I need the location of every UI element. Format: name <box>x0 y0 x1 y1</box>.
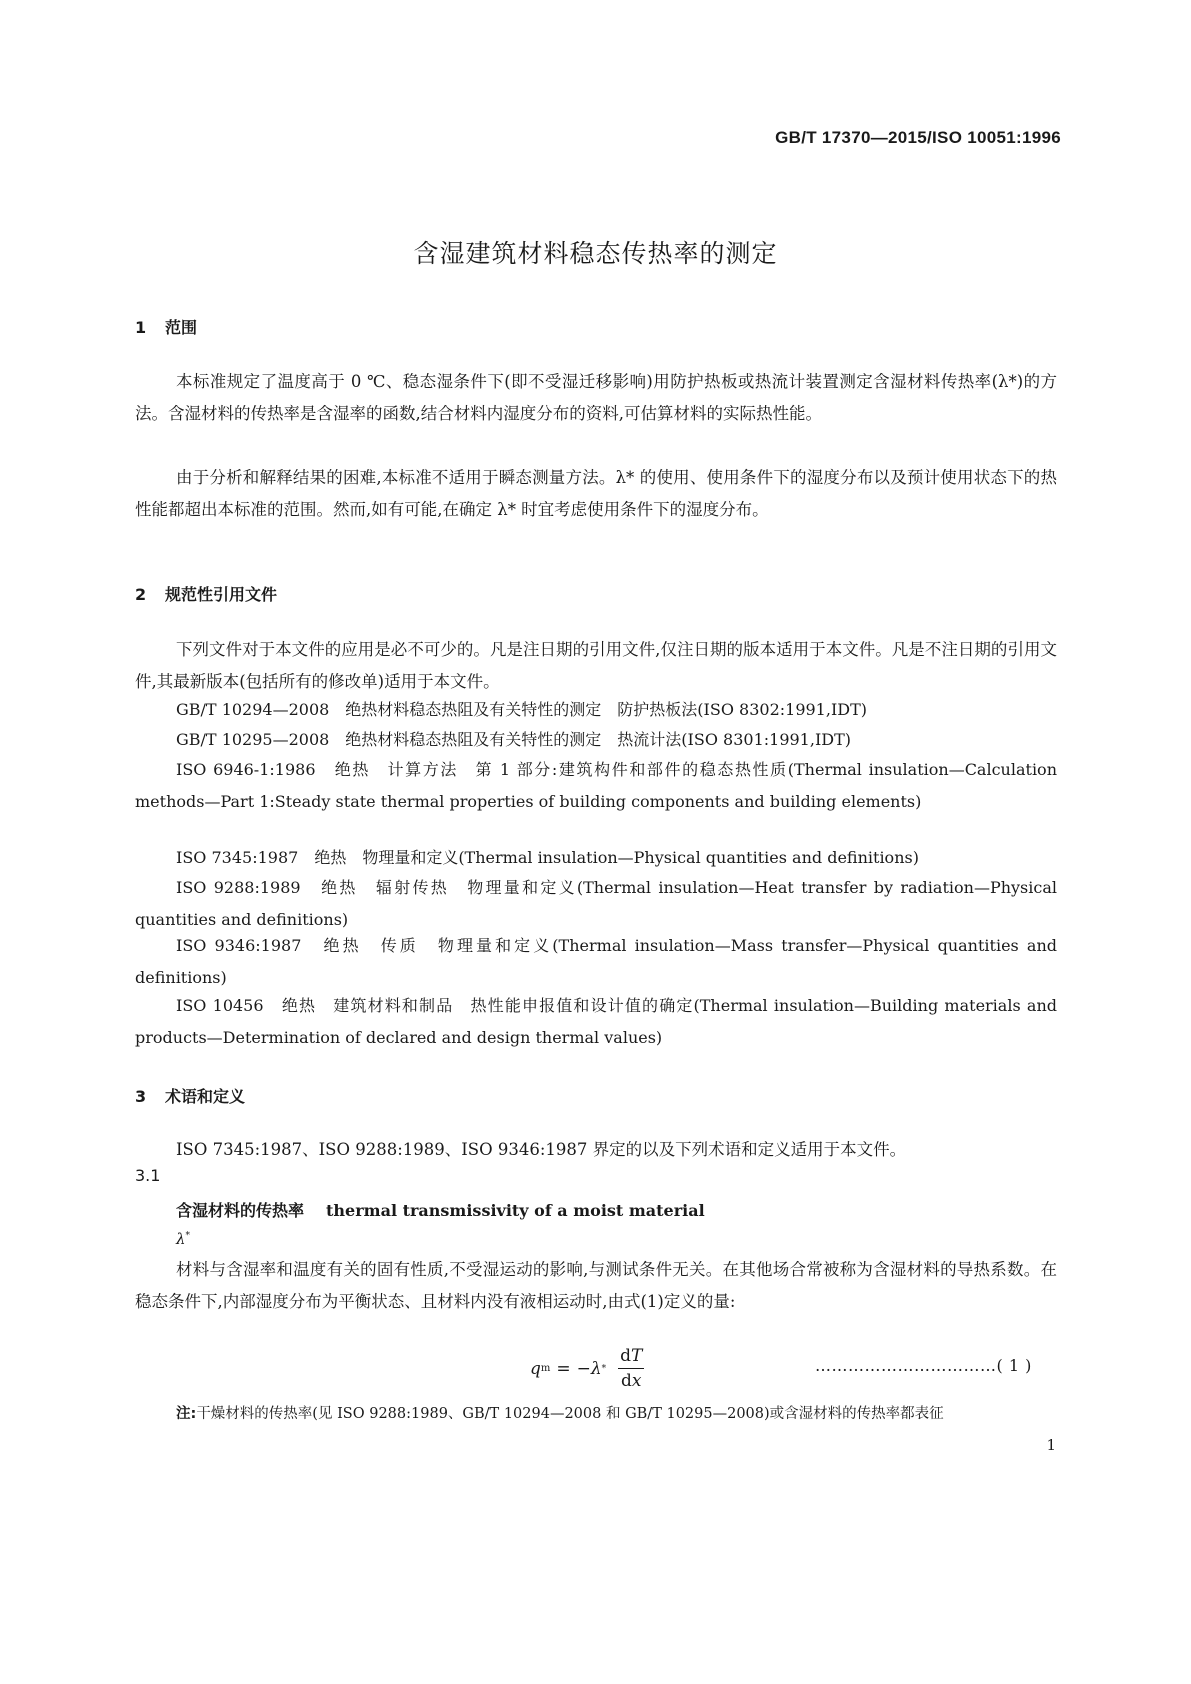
numerator-var: T <box>631 1346 643 1366</box>
formula-lambda: λ <box>590 1358 602 1379</box>
term-definition: 材料与含湿率和温度有关的固有性质,不受湿运动的影响,与测试条件无关。在其他场合常被称为含湿材料的导热系数。在稳态条件下,内部湿度分布为平衡状态、且材料内没有液相运动时,由式(1)定义的量: <box>135 1260 1057 1311</box>
reference-item: ISO 10456 绝热 建筑材料和制品 热性能申报值和设计值的确定(Thermal insulation—Building materials and products—Determination of declared and design thermal values) <box>135 996 1057 1047</box>
term-chinese: 含湿材料的传热率 <box>176 1201 305 1220</box>
denominator-var: x <box>631 1371 642 1391</box>
section-1-heading <box>135 315 197 338</box>
formula-lhs: q <box>530 1358 541 1379</box>
reference-item: ISO 7345:1987 绝热 物理量和定义(Thermal insulation—Physical quantities and definitions) <box>176 848 919 867</box>
term-english: thermal transmissivity of a moist material <box>326 1201 705 1220</box>
section-number: 3 <box>135 1087 147 1106</box>
terms-intro: ISO 7345:1987、ISO 9288:1989、ISO 9346:1987 界定的以及下列术语和定义适用于本文件。 <box>176 1140 907 1159</box>
standard-number: GB/T 17370—2015/ISO 10051:1996 <box>775 128 1061 147</box>
section-number: 2 <box>135 585 147 604</box>
section-title: 术语和定义 <box>165 1087 246 1106</box>
page-number: 1 <box>1046 1436 1056 1454</box>
equation-number: ……………………………( 1 ) <box>815 1356 1032 1375</box>
denominator-d: d <box>621 1371 632 1391</box>
formula-minus: − <box>576 1358 591 1379</box>
term-entry <box>176 1198 705 1221</box>
numerator-d: d <box>620 1346 632 1366</box>
note-text: 干燥材料的传热率(见 ISO 9288:1989、GB/T 10294—2008 和 GB/T 10295—2008)或含湿材料的传热率都表征 <box>196 1406 944 1422</box>
fraction-denominator <box>621 1369 641 1391</box>
formula-fraction <box>618 1346 644 1391</box>
subsection-number: 3.1 <box>135 1166 161 1185</box>
references-intro: 下列文件对于本文件的应用是必不可少的。凡是注日期的引用文件,仅注日期的版本适用于本文件。凡是不注日期的引用文件,其最新版本(包括所有的修改单)适用于本文件。 <box>135 640 1057 691</box>
section-number: 1 <box>135 318 147 337</box>
symbol-lambda: λ <box>176 1230 186 1248</box>
fraction-numerator <box>618 1346 644 1369</box>
section-3-heading <box>135 1084 245 1107</box>
reference-item: GB/T 10295—2008 绝热材料稳态热阻及有关特性的测定 热流计法(ISO 8301:1991,IDT) <box>176 730 852 749</box>
note-label: 注: <box>176 1406 197 1422</box>
reference-item: GB/T 10294—2008 绝热材料稳态热阻及有关特性的测定 防护热板法(ISO 8302:1991,IDT) <box>176 700 868 719</box>
document-title: 含湿建筑材料稳态传热率的测定 <box>413 239 778 268</box>
symbol-superscript: * <box>185 1231 191 1241</box>
scope-paragraph-1: 本标准规定了温度高于 0 ℃、稳态湿条件下(即不受湿迁移影响)用防护热板或热流计装置测定含湿材料传热率(λ*)的方法。含湿材料的传热率是含湿率的函数,结合材料内湿度分布的资料,可估算材料的实际热性能。 <box>135 372 1057 423</box>
formula-1 <box>530 1346 644 1391</box>
note <box>176 1402 944 1423</box>
reference-item: ISO 9288:1989 绝热 辐射传热 物理量和定义(Thermal insulation—Heat transfer by radiation—Physical quantities and definitions) <box>135 878 1057 929</box>
formula-lhs-subscript: m <box>540 1363 551 1374</box>
section-title: 范围 <box>165 318 198 337</box>
formula-equals: = <box>556 1358 571 1379</box>
reference-item: ISO 6946-1:1986 绝热 计算方法 第 1 部分:建筑构件和部件的稳态热性质(Thermal insulation—Calculation methods—Part 1:Steady state thermal properties of building components and building elements) <box>135 760 1057 811</box>
formula-lambda-superscript: * <box>601 1363 607 1374</box>
reference-item: ISO 9346:1987 绝热 传质 物理量和定义(Thermal insulation—Mass transfer—Physical quantities and definitions) <box>135 936 1057 987</box>
scope-paragraph-2: 由于分析和解释结果的困难,本标准不适用于瞬态测量方法。λ* 的使用、使用条件下的湿度分布以及预计使用状态下的热性能都超出本标准的范围。然而,如有可能,在确定 λ* 时宜考虑使用条件下的湿度分布。 <box>135 468 1057 519</box>
section-2-heading <box>135 582 277 605</box>
term-symbol <box>176 1230 190 1248</box>
section-title: 规范性引用文件 <box>165 585 278 604</box>
